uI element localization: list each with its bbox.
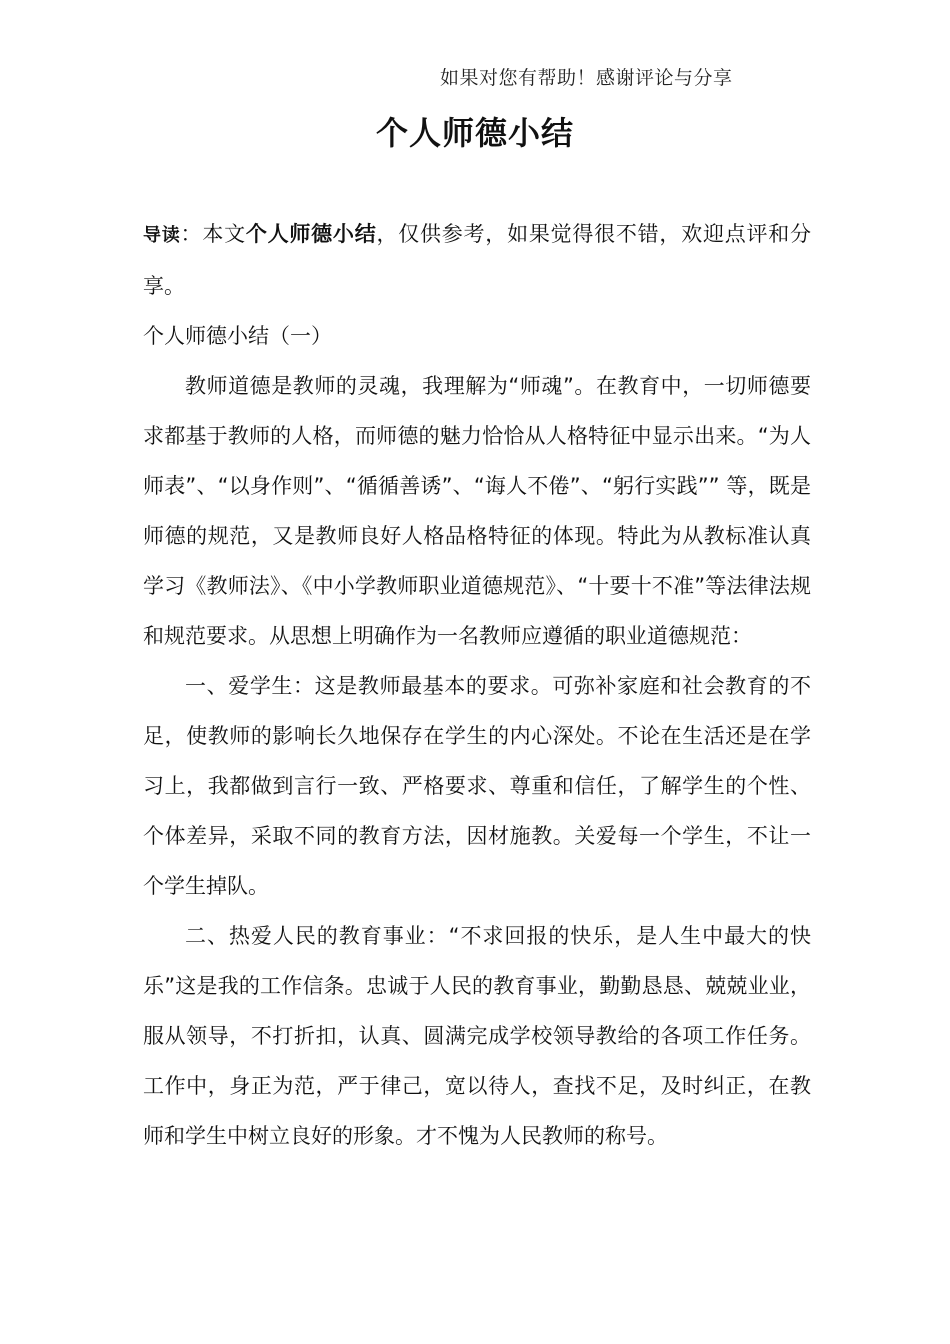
- section-heading: 个人师德小结（一）: [143, 324, 332, 348]
- document-body: [143, 209, 811, 1161]
- body-paragraph-1: 教师道德是教师的灵魂，我理解为“师魂”。在教育中，一切师德要求都基于教师的人格，而师德的魅力恰恰从人格特征中显示出来。“为人师表”、“以身作则”、“循循善诱”、“诲人不倦”、“躬行实践”” 等，既是师德的规范，又是教师良好人格品格特征的体现。特此为从教标准认真学习《教师法》、《中小学教师职业道德规范》、“十要十不准”等法律法规和规范要求。从思想上明确作为一名教师应遵循的职业道德规范：: [143, 374, 811, 648]
- header-note: 如果对您有帮助！感谢评论与分享: [440, 67, 733, 89]
- intro-label: 导读: [143, 225, 181, 246]
- intro-highlight: 个人师德小结: [245, 222, 377, 246]
- intro-paragraph: [143, 209, 811, 311]
- intro-text: ，仅供参考，如果觉得很不错，欢迎点评和分享。: [143, 222, 812, 298]
- body-paragraph-2: 一、爱学生：这是教师最基本的要求。可弥补家庭和社会教育的不足，使教师的影响长久地保存在学生的内心深处。不论在生活还是在学习上，我都做到言行一致、严格要求、尊重和信任，了解学生的个性、个体差异，采取不同的教育方法，因材施教。关爱每一个学生，不让一个学生掉队。: [143, 674, 811, 898]
- body-paragraph-3: 二、热爱人民的教育事业：“不求回报的快乐，是人生中最大的快乐”这是我的工作信条。忠诚于人民的教育事业，勤勤恳恳、兢兢业业，服从领导，不打折扣，认真、圆满完成学校领导教给的各项工作任务。工作中，身正为范，严于律己，宽以待人，查找不足，及时纠正，在教师和学生中树立良好的形象。才不愧为人民教师的称号。: [143, 924, 811, 1148]
- intro-separator: ：本文: [180, 222, 246, 246]
- document-title: 个人师德小结: [375, 114, 574, 152]
